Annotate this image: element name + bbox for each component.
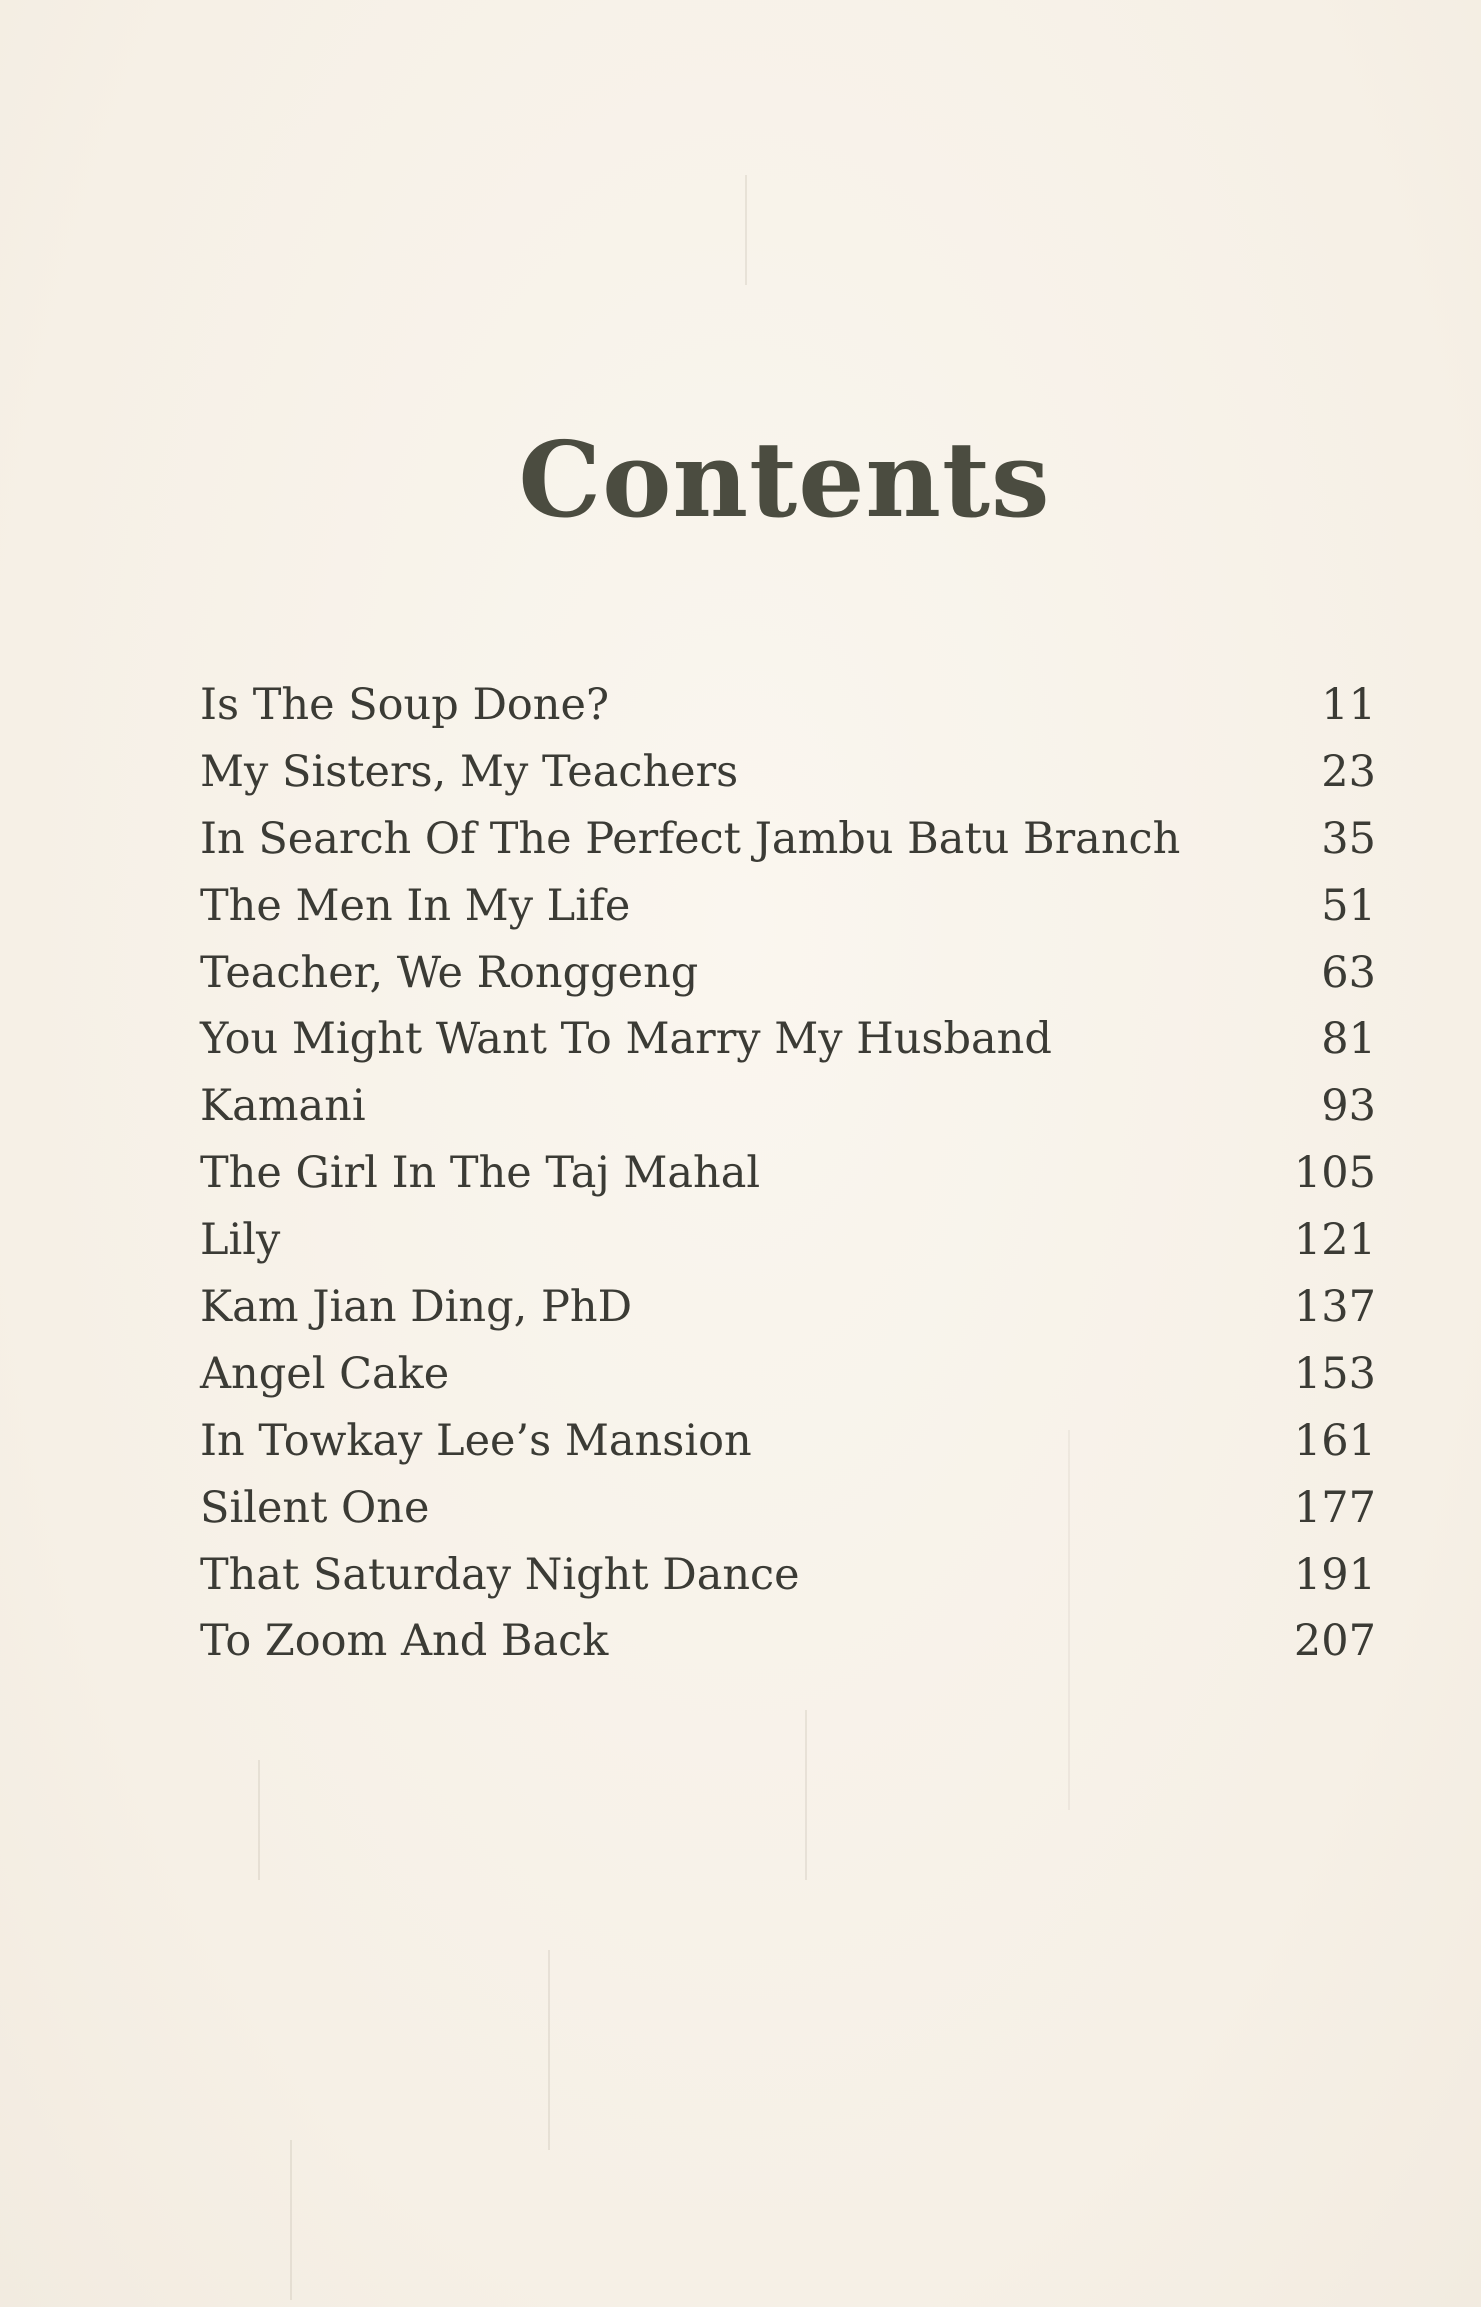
toc-entry-page: 63 bbox=[1321, 947, 1376, 998]
toc-entry-page: 105 bbox=[1293, 1148, 1376, 1199]
toc-entry[interactable] bbox=[200, 940, 1376, 1007]
toc-entry[interactable] bbox=[200, 1341, 1376, 1408]
toc-entry-page: 93 bbox=[1321, 1081, 1376, 1132]
toc-entry[interactable] bbox=[200, 1608, 1376, 1675]
toc-entry-page: 51 bbox=[1321, 880, 1376, 931]
toc-entry[interactable] bbox=[200, 873, 1376, 940]
toc-entry-title: Kamani bbox=[200, 1081, 366, 1132]
toc-entry-page: 161 bbox=[1293, 1415, 1376, 1466]
toc-entry[interactable] bbox=[200, 1274, 1376, 1341]
toc-entry-page: 191 bbox=[1293, 1549, 1376, 1600]
toc-entry-title: Lily bbox=[200, 1215, 281, 1266]
toc-entry-title: You Might Want To Marry My Husband bbox=[200, 1014, 1052, 1065]
toc-entry[interactable] bbox=[200, 1207, 1376, 1274]
toc-entry-title: In Search Of The Perfect Jambu Batu Branch bbox=[200, 813, 1181, 864]
scan-streak bbox=[290, 2140, 292, 2300]
toc-entry[interactable] bbox=[200, 1140, 1376, 1207]
toc-entry[interactable] bbox=[200, 1542, 1376, 1609]
toc-entry-title: Kam Jian Ding, PhD bbox=[200, 1282, 633, 1333]
toc-entry[interactable] bbox=[200, 1475, 1376, 1542]
page-title: Contents bbox=[518, 417, 1051, 541]
toc-entry-page: 35 bbox=[1321, 813, 1376, 864]
toc-entry-page: 207 bbox=[1293, 1616, 1376, 1667]
scan-streak bbox=[745, 175, 747, 285]
toc-entry[interactable] bbox=[200, 806, 1376, 873]
toc-entry-page: 81 bbox=[1321, 1014, 1376, 1065]
toc-entry-title: The Men In My Life bbox=[200, 880, 631, 931]
toc-entry-title: That Saturday Night Dance bbox=[200, 1549, 800, 1600]
toc-entry-page: 137 bbox=[1293, 1282, 1376, 1333]
toc-entry-page: 177 bbox=[1293, 1482, 1376, 1533]
toc-entry-page: 23 bbox=[1321, 746, 1376, 797]
scan-streak bbox=[805, 1710, 807, 1880]
toc-entry[interactable] bbox=[200, 739, 1376, 806]
table-of-contents bbox=[200, 672, 1376, 1675]
toc-entry-title: To Zoom And Back bbox=[200, 1616, 609, 1667]
toc-entry[interactable] bbox=[200, 1073, 1376, 1140]
toc-entry-title: Teacher, We Ronggeng bbox=[200, 947, 699, 998]
toc-entry-title: Angel Cake bbox=[200, 1348, 450, 1399]
toc-entry-title: Silent One bbox=[200, 1482, 430, 1533]
scan-streak bbox=[258, 1760, 260, 1880]
toc-entry-title: In Towkay Lee’s Mansion bbox=[200, 1415, 752, 1466]
toc-entry-page: 11 bbox=[1321, 680, 1376, 730]
toc-entry[interactable] bbox=[200, 1006, 1376, 1073]
toc-entry-title: The Girl In The Taj Mahal bbox=[200, 1148, 761, 1199]
scan-streak bbox=[548, 1950, 550, 2150]
toc-entry-page: 153 bbox=[1293, 1348, 1376, 1399]
toc-entry[interactable] bbox=[200, 672, 1376, 739]
toc-entry-title: Is The Soup Done? bbox=[200, 680, 610, 730]
toc-entry-page: 121 bbox=[1293, 1215, 1376, 1266]
toc-entry-title: My Sisters, My Teachers bbox=[200, 746, 739, 797]
toc-entry[interactable] bbox=[200, 1408, 1376, 1475]
